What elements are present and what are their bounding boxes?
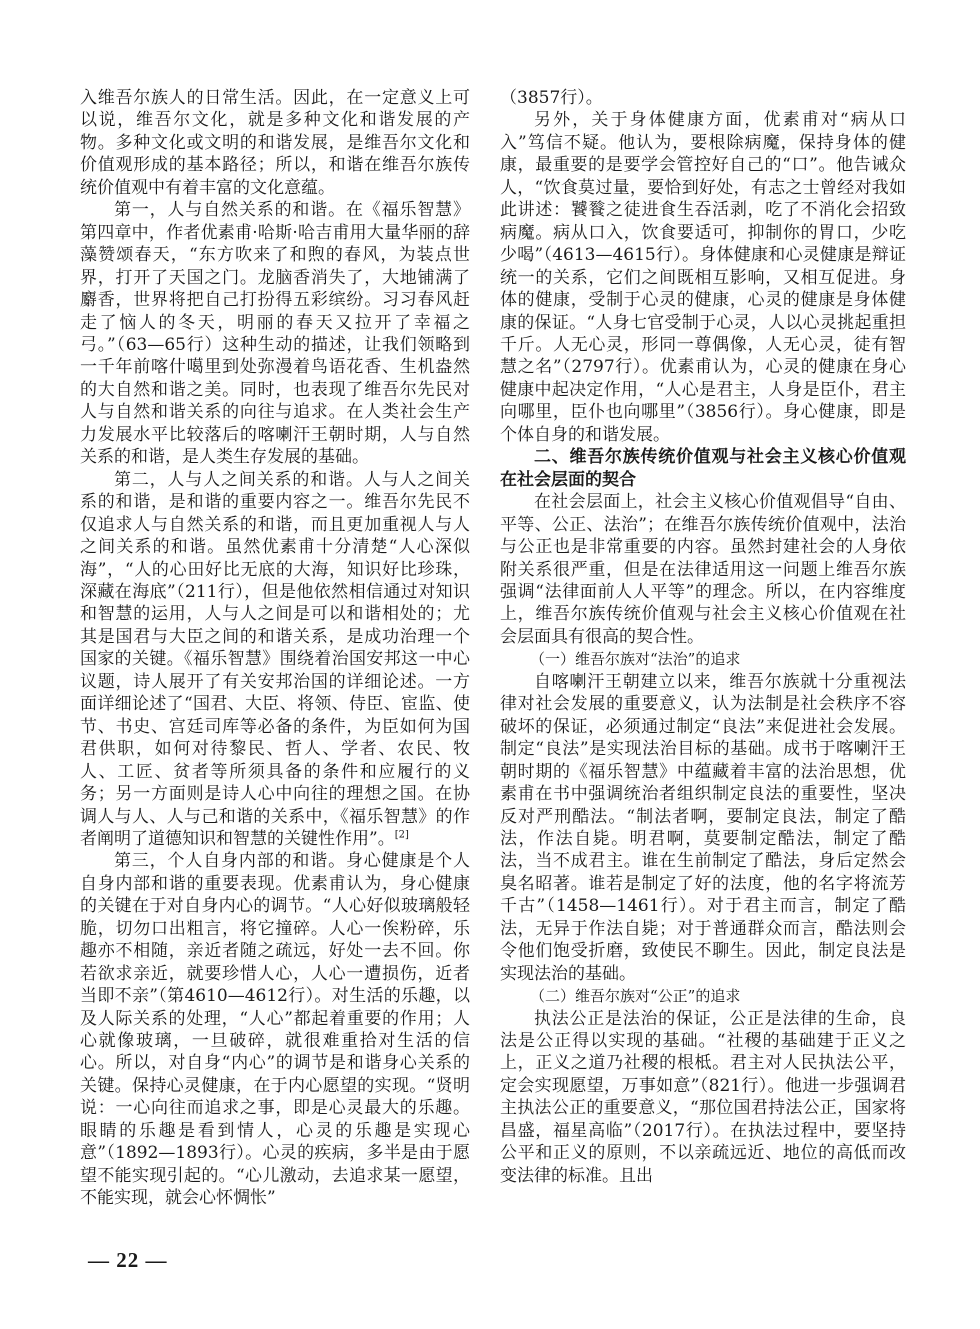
subsection-heading: （二）维吾尔族对“公正”的追求 bbox=[530, 987, 741, 1006]
paragraph: 执法公正是法治的保证，公正是法律的生命，良法是公正得以实现的基础。“社稷的基础建于正义之上，正义之道乃社稷的根柢。君主对人民执法公平，定会实现愿望，万事如意”（821行）。他进一步强调君主执法公正的重要意义，“那位国君持法公正，国家将昌盛，福星高临”（2017行）。在执法过程中，要坚持公平和正义的原则，不以亲疏远近、地位的高低而改变法律的标准。且出 bbox=[500, 1008, 906, 1186]
paragraph: 第一，人与自然关系的和谐。在《福乐智慧》第四章中，作者优素甫·哈斯·哈吉甫用大量华丽的辞藻赞颂春天，“东方吹来了和煦的春风，为装点世界，打开了天国之门。龙脑香消失了，大地铺满了麝香，世界将把自己打扮得五彩缤纷。习习春风赶走了恼人的冬天，明丽的春天又拉开了幸福之弓。”（63—65行）这种生动的描述，让我们领略到一千年前喀什噶里到处弥漫着鸟语花香、生机盎然的大自然和谐之美。同时，也表现了维吾尔先民对人与自然和谐关系的向往与追求。在人类社会生产力发展水平比较落后的喀喇汗王朝时期，人与自然关系的和谐，是人类生存发展的基础。 bbox=[80, 200, 470, 468]
right-column bbox=[500, 87, 906, 1187]
paragraph bbox=[80, 469, 470, 851]
paragraph: 另外，关于身体健康方面，优素甫对“病从口入”笃信不疑。他认为，要根除病魔，保持身体的健康，最重要的是要学会管控好自己的“口”。他告诫众人，“饮食莫过量，要恰到好处，有志之士曾经对我如此讲述：饕餮之徒进食生吞活剥，吃了不消化会招致病魔。病从口入，饮食要适可，抑制你的胃口，少吃少喝”（4613—4615行）。身体健康和心灵健康是辩证统一的关系，它们之间既相互影响，又相互促进。身体的健康，受制于心灵的健康，心灵的健康是身体健康的保证。“人身七官受制于心灵，人以心灵挑起重担千斤。人无心灵，形同一尊偶像，人无心灵，徒有智慧之名”（2797行）。优素甫认为，心灵的健康在身心健康中起决定作用，“人心是君主，人身是臣仆，君主向哪里，臣仆也向哪里”（3856行）。身心健康，即是个体自身的和谐发展。 bbox=[500, 110, 906, 445]
paragraph: 自喀喇汗王朝建立以来，维吾尔族就十分重视法律对社会发展的重要意义，认为法制是社会秩序不容破坏的保证，必须通过制定“良法”来促进社会发展。制定“良法”是实现法治目标的基础。成书于喀喇汗王朝时期的《福乐智慧》中蕴藏着丰富的法治思想，优素甫在书中强调统治者组织制定良法的重要性，坚决反对严刑酷法。“制法者啊，要制定良法，制定了酷法，作法自毙。明君啊，莫要制定酷法，制定了酷法，当不成君主。谁在生前制定了酷法，身后定然会臭名昭著。谁若是制定了好的法度，他的名字将流芳千古”（1458—1461行）。对于君主而言，制定了酷法，无异于作法自毙；对于普通群众而言，酷法则会令他们饱受折磨，致使民不聊生。因此，制定良法是实现法治的基础。 bbox=[500, 671, 906, 984]
left-column bbox=[80, 87, 470, 1210]
paragraph: （3857行）。 bbox=[500, 88, 603, 108]
page-number: — 22 — bbox=[88, 1248, 168, 1272]
paragraph: 第三，个人自身内部的和谐。身心健康是个人自身内部和谐的重要表现。优素甫认为，身心健康的关键在于对自身内心的调节。“人心好似玻璃般轻脆，切勿口出粗言，将它撞碎。人心一俟粉碎，乐趣亦不相随，亲近者随之疏远，好处一去不回。你若欲求亲近，就要珍惜人心，人心一遭损伤，近者当即不亲”（第4610—4612行）。对生活的乐趣，以及人际关系的处理，“人心”都起着重要的作用；人心就像玻璃，一旦破碎，就很难重拾对生活的信心。所以，对自身“内心”的调节是和谐身心关系的关键。保持心灵健康，在于内心愿望的实现。“贤明说：一心向往而追求之事，即是心灵最大的乐趣。眼睛的乐趣是看到情人，心灵的乐趣是实现心意”（1892—1893行）。心灵的疾病，多半是由于愿望不能实现引起的。“心儿激动，去追求某一愿望，不能实现，就会心怀惆怅” bbox=[80, 851, 470, 1209]
paragraph: 入维吾尔族人的日常生活。因此，在一定意义上可以说，维吾尔文化，就是多种文化和谐发展的产物。多种文化或文明的和谐发展，是维吾尔文化和价值观形成的基本路径；所以，和谐在维吾尔族传统价值观中有着丰富的文化意蕴。 bbox=[80, 88, 470, 198]
subsection-heading: （一）维吾尔族对“法治”的追求 bbox=[530, 650, 741, 669]
citation-reference: [2] bbox=[394, 829, 409, 841]
paragraph-text: 第二，人与人之间关系的和谐。人与人之间关系的和谐，是和谐的重要内容之一。维吾尔先民不仅追求人与自然关系的和谐，而且更加重视人与人之间关系的和谐。虽然优素甫十分清楚“人心深似海”，“人的心田好比无底的大海，知识好比珍珠，深藏在海底”（211行），但是他依然相信通过对知识和智慧的运用，人与人之间是可以和谐相处的；尤其是国君与大臣之间的和谐关系，是成功治理一个国家的关键。《福乐智慧》围绕着治国安邦这一中心议题，诗人展开了有关安邦治国的详细论述。一方面详细论述了“国君、大臣、将领、侍臣、宦监、使节、书史、宫廷司库等必备的条件，为臣如何为国君供职，如何对待黎民、哲人、学者、农民、牧人、工匠、贫者等所须具备的条件和应履行的义务；另一方面则是诗人心中向往的理想之国。在协调人与人、人与己和谐的关系中，《福乐智慧》的作者阐明了道德知识和智慧的关键性作用”。 bbox=[80, 469, 470, 849]
paragraph: 在社会层面上，社会主义核心价值观倡导“自由、平等、公正、法治”；在维吾尔族传统价值观中，法治与公正也是非常重要的内容。虽然封建社会的人身依附关系很严重，但是在法律适用这一问题上维吾尔族强调“法律面前人人平等”的理念。所以，在内容维度上，维吾尔族传统价值观与社会主义核心价值观在社会层面具有很高的契合性。 bbox=[500, 492, 906, 647]
section-heading: 二、维吾尔族传统价值观与社会主义核心价值观在社会层面的契合 bbox=[500, 447, 906, 490]
